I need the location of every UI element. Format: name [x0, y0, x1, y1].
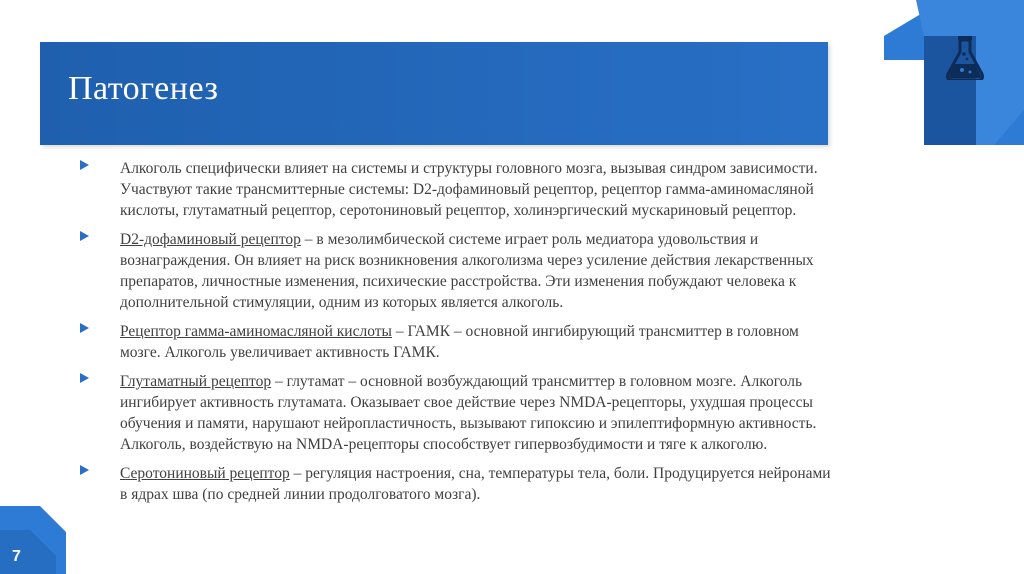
list-item	[80, 371, 840, 455]
bullet-arrow-icon	[80, 160, 89, 170]
bullet-term: Рецептор гамма-аминомасляной кислоты	[120, 323, 392, 340]
bullet-body: – регуляция настроения, сна, температуры тела, боли. Продуцируется нейронами в ядрах шва (по средней линии продолговатого мозга).	[120, 465, 831, 503]
list-item	[80, 463, 840, 505]
bullet-term: Глутаматный рецептор	[120, 373, 272, 390]
page-number: 7	[12, 548, 21, 565]
list-item	[80, 321, 840, 363]
bullet-arrow-icon	[80, 465, 89, 475]
bullet-body: Алкоголь специфически влияет на системы и структуры головного мозга, вызывая синдром зависимости. Участвуют такие трансмиттерные системы: D2-дофаминовый рецептор, рецептор гамма-аминомасляной кислоты, глутаматный рецептор, серотониновый рецептор, холинэргический мускариновый рецептор.	[120, 160, 818, 219]
bullet-term: D2-дофаминовый рецептор	[120, 231, 301, 248]
bullet-list	[80, 158, 840, 513]
bullet-body: – глутамат – основной возбуждающий трансмиттер в головном мозге. Алкоголь ингибирует активность глутамата. Оказывает свое действие через NMDA-рецепторы, ухудшая процессы обучения и памяти, нарушают нейропластичность, вызывают гипоксию и эпилептиформную активность. Алкоголь, воздействую на NMDA-рецепторы способствует гипервозбудимости и тяге к алкоголю.	[120, 373, 817, 453]
list-item	[80, 229, 840, 313]
bullet-arrow-icon	[80, 323, 89, 333]
bullet-body: – в мезолимбической системе играет роль медиатора удовольствия и вознаграждения. Он влияет на риск возникновения алкоголизма через усиление действия лекарственных препаратов, личностные изменения, психические расстройства. Эти изменения побуждают человека к дополнительной стимуляции, одним из которых является алкоголь.	[120, 231, 814, 311]
bullet-term: Серотониновый рецептор	[120, 465, 290, 482]
slide-title: Патогенез	[68, 70, 219, 107]
page-number-corner	[0, 506, 66, 574]
flask-icon	[946, 36, 984, 80]
bullet-arrow-icon	[80, 231, 89, 241]
bullet-arrow-icon	[80, 373, 89, 383]
bullet-body: – ГАМК – основной ингибирующий трансмиттер в головном мозге. Алкоголь увеличивает активность ГАМК.	[120, 323, 799, 361]
list-item	[80, 158, 840, 221]
